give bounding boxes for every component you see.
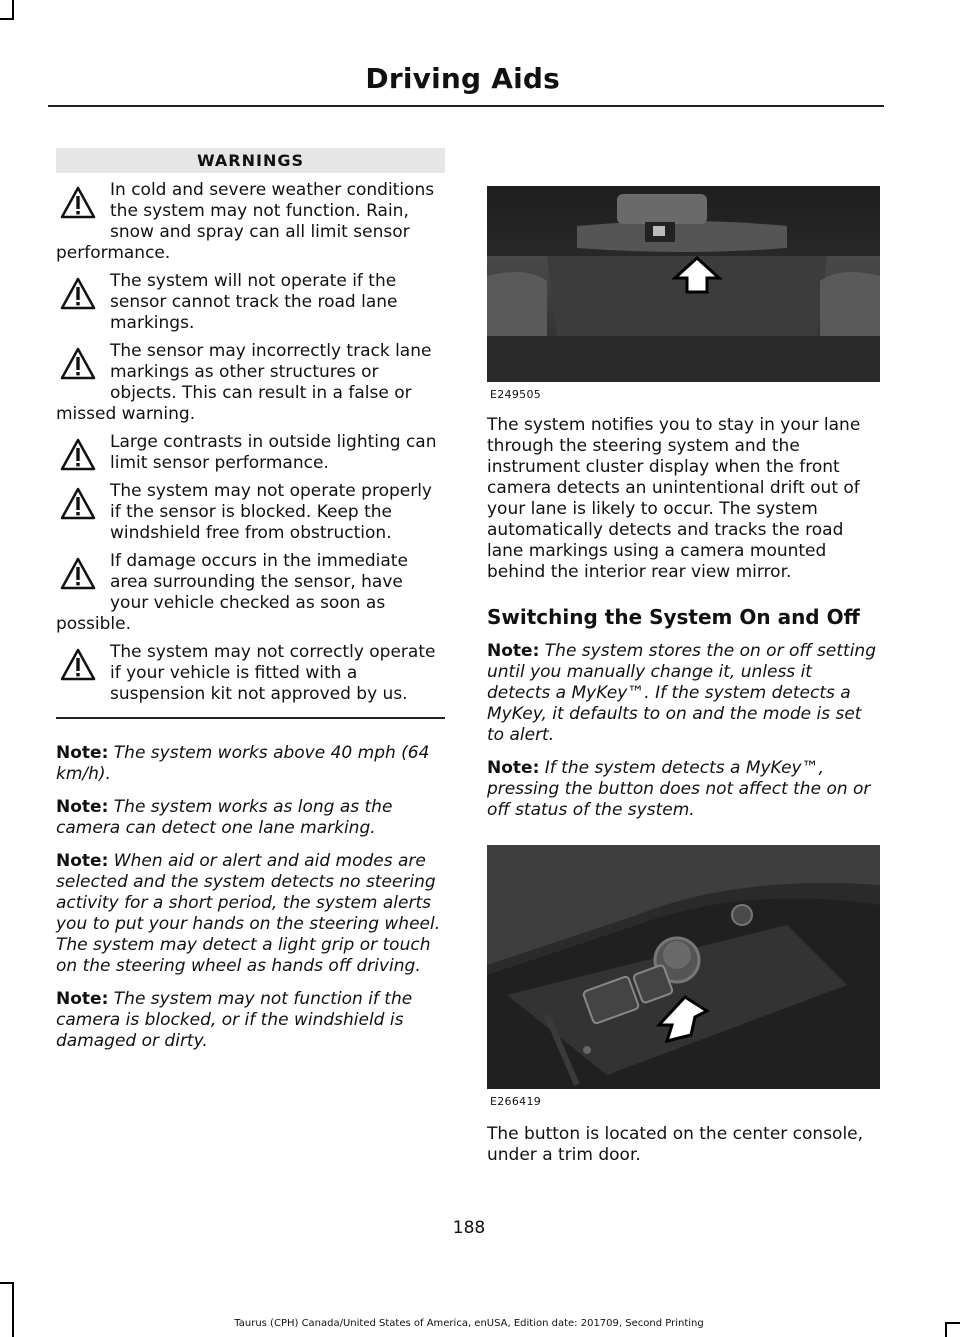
note-label: Note:	[56, 851, 109, 871]
crop-mark	[0, 18, 14, 20]
warning-triangle-icon	[60, 648, 96, 682]
center-console-illustration	[487, 845, 880, 1089]
warning-text: The system may not correctly operate if your vehicle is fitted with a suspension kit not approved by us.	[110, 642, 436, 704]
warning-text: If damage occurs in the immediate area surrounding the sensor, have your vehicle checked as soon as possible.	[56, 551, 408, 634]
body-paragraph: The system notifies you to stay in your lane through the steering system and the instrument cluster display when the front camera detects an unintentional drift out of your lane is likely to occur. The system automatically detects and tracks the road lane markings using a camera mounted behind the interior rear view mirror.	[487, 415, 861, 582]
center-console-figure	[487, 845, 880, 1089]
warning-text: The sensor may incorrectly track lane markings as other structures or objects. This can result in a false or missed warning.	[56, 341, 432, 424]
note-label: Note:	[487, 641, 540, 661]
note	[56, 797, 445, 839]
note-label: Note:	[56, 797, 109, 817]
note-label: Note:	[56, 989, 109, 1009]
note-text: The system works as long as the camera can detect one lane marking.	[56, 797, 393, 838]
note-text: If the system detects a MyKey™, pressing the button does not affect the on or off status of the system.	[487, 758, 871, 820]
warning-item	[56, 642, 445, 705]
note-label: Note:	[56, 743, 109, 763]
warning-triangle-icon	[60, 557, 96, 591]
note	[56, 743, 445, 785]
page-number: 188	[452, 1218, 486, 1238]
warning-triangle-icon	[60, 438, 96, 472]
warning-text: The system may not operate properly if the sensor is blocked. Keep the windshield free from obstruction.	[110, 481, 432, 543]
figure-code: E266419	[490, 1095, 542, 1108]
warning-triangle-icon	[60, 186, 96, 220]
warnings-heading: WARNINGS	[56, 148, 445, 173]
camera-mirror-figure	[487, 186, 880, 382]
warning-item	[56, 180, 445, 264]
windshield-camera-illustration	[487, 186, 880, 382]
crop-mark	[945, 1322, 960, 1324]
right-column	[487, 186, 880, 1166]
body-paragraph: The button is located on the center console, under a trim door.	[487, 1124, 864, 1165]
warning-text: In cold and severe weather conditions the system may not function. Rain, snow and spray can all limit sensor performance.	[56, 180, 435, 263]
warning-item	[56, 271, 445, 334]
warning-item	[56, 341, 445, 425]
warning-triangle-icon	[60, 487, 96, 521]
section-title: Driving Aids	[365, 62, 560, 95]
note	[487, 758, 880, 821]
crop-mark	[12, 0, 14, 18]
footer-edition: Taurus (CPH) Canada/United States of America, enUSA, Edition date: 201709, Second Printing	[234, 1318, 704, 1329]
subheading: Switching the System On and Off	[487, 605, 860, 629]
warning-text: Large contrasts in outside lighting can limit sensor performance.	[110, 432, 437, 473]
note	[487, 641, 880, 746]
figure-code: E249505	[490, 388, 542, 401]
left-column	[56, 148, 445, 1052]
note-text: The system stores the on or off setting until you manually change it, unless it detects a MyKey™. If the system detects a MyKey, it defaults to on and the mode is set to alert.	[487, 641, 876, 745]
note	[56, 989, 445, 1052]
note-text: The system works above 40 mph (64 km/h).	[56, 743, 430, 784]
note-text: The system may not function if the camera is blocked, or if the windshield is damaged or dirty.	[56, 989, 413, 1051]
header-rule	[48, 105, 884, 107]
note	[56, 851, 445, 977]
note-label: Note:	[487, 758, 540, 778]
crop-mark	[0, 1282, 14, 1284]
warning-item	[56, 432, 445, 474]
warning-triangle-icon	[60, 347, 96, 381]
note-text: When aid or alert and aid modes are selected and the system detects no steering activity for a short period, the system alerts you to put your hands on the steering wheel. The system may detect a light grip or touch on the steering wheel as hands off driving.	[56, 851, 441, 976]
crop-mark	[945, 1322, 947, 1337]
warning-item	[56, 481, 445, 544]
warning-triangle-icon	[60, 277, 96, 311]
warning-text: The system will not operate if the sensor cannot track the road lane markings.	[110, 271, 398, 333]
warning-item	[56, 551, 445, 635]
